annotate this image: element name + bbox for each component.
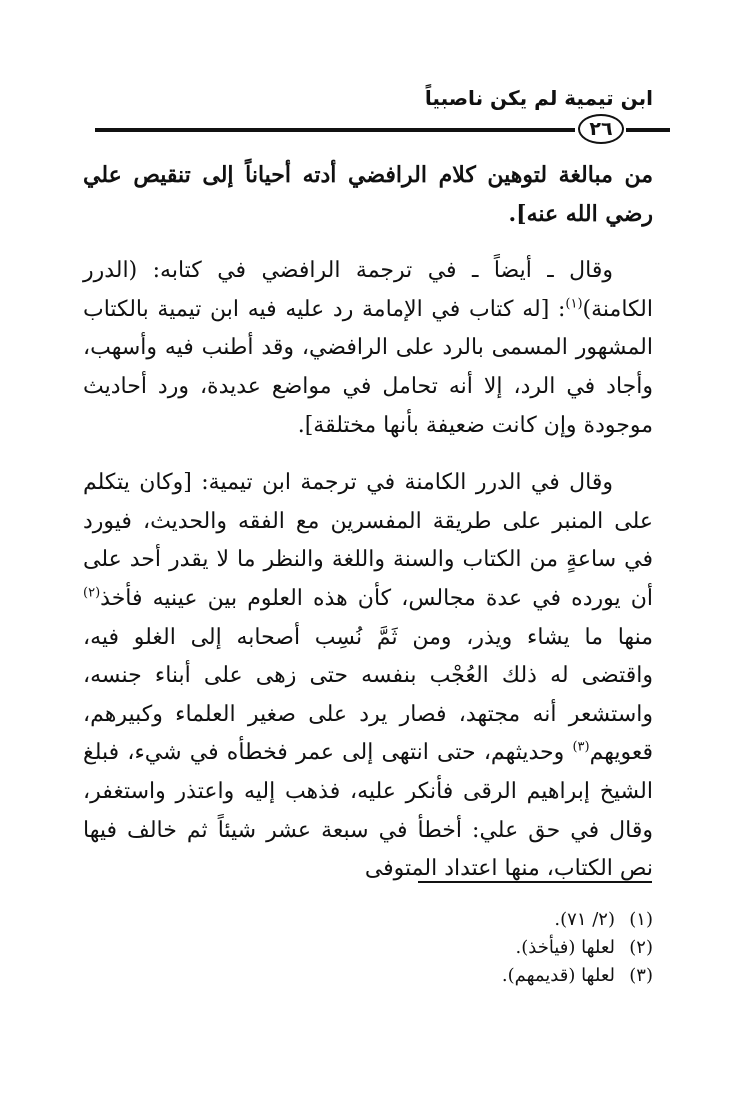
paragraph-2	[83, 252, 653, 445]
paragraph-3	[83, 464, 653, 889]
header-rule-left	[95, 128, 575, 132]
footnote	[502, 934, 653, 962]
paragraph-3-part-c: وحديثهم، حتى انتهى إلى عمر فخطأه في شيء، فبلغ الشيخ إبراهيم الرقى فأنكر عليه، فذهب إليه واعتذر واستغفر، وقال في حق علي: أخطأ في سبعة عشر شيئاً ثم خالف فيها نص الكتاب، منها اعتداد المتوفى	[83, 740, 653, 882]
footnote-text: لعلها (فيأخذ).	[515, 937, 615, 958]
page-number-badge: ٢٦	[578, 114, 624, 144]
footnote	[502, 962, 653, 990]
paragraph-3-part-b: منها ما يشاء ويذر، ومن ثَمَّ نُسِب أصحابه إلى الغلو فيه، واقتضى له ذلك العُجْب بنفسه حتى زهى على أبناء جنسه، واستشعر أنه مجتهد، فصار يرد على صغير العلماء وكبيرهم، قعويهم	[83, 624, 653, 766]
footnote-ref-3: (٣)	[572, 739, 590, 755]
paragraph-2-part-b: : [له كتاب في الإمامة رد عليه فيه ابن تيمية بالكتاب المشهور المسمى بالرد على الرافضي، وقد أطنب فيه وأسهب، وأجاد في الرد، إلا أنه تحامل في مواضع عديدة، ورد أحاديث موجودة وإن كانت ضعيفة بأنها مختلقة].	[83, 296, 653, 438]
footnote-ref-2: (٢)	[83, 585, 101, 601]
running-title: ابن تيمية لم يكن ناصبياً	[424, 86, 653, 110]
paragraph-2-part-a: وقال ـ أيضاً ـ في ترجمة الرافضي في كتابه: (الدرر الكامنة)	[83, 258, 653, 322]
footnote	[502, 906, 653, 934]
header-rule-right	[626, 128, 670, 132]
footnote-mark: (٣)	[629, 965, 653, 986]
footnote-text: (٢/ ٧١).	[554, 909, 615, 930]
footnote-mark: (٢)	[629, 937, 653, 958]
footnote-ref-1: (١)	[565, 296, 583, 312]
footnotes	[502, 906, 653, 990]
footnote-mark: (١)	[629, 909, 653, 930]
paragraph-3-part-a: وقال في الدرر الكامنة في ترجمة ابن تيمية: [وكان يتكلم على المنبر على طريقة المفسرين مع الفقه والحديث، فيورد في ساعةٍ من الكتاب والسنة واللغة والنظر ما لا يقدر أحد على أن يورده في عدة مجالس، كأن هذه العلوم بين عينيه فأخذ	[83, 470, 653, 611]
footnote-divider	[418, 881, 652, 883]
footnote-text: لعلها (قديمهم).	[501, 965, 615, 986]
main-text	[83, 156, 653, 908]
paragraph-1: من مبالغة لتوهين كلام الرافضي أدته أحياناً إلى تنقيص علي رضي الله عنه].	[83, 162, 653, 227]
